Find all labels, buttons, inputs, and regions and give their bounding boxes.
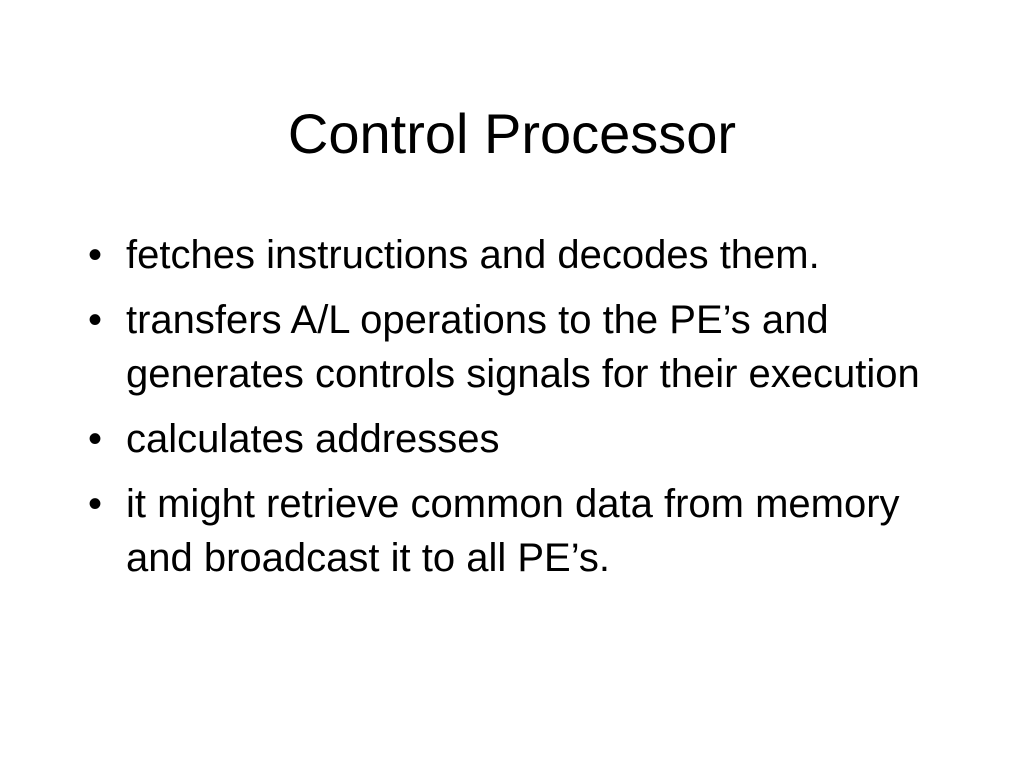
slide-title: Control Processor (287, 102, 737, 165)
bullet-list (88, 228, 948, 596)
bullet-item (88, 228, 948, 282)
bullet-text: fetches instructions and decodes them. (126, 233, 820, 277)
bullet-text: transfers A/L operations to the PE’s and generates controls signals for their execution (126, 298, 920, 396)
bullet-text: calculates addresses (126, 417, 500, 461)
bullet-item (88, 412, 948, 466)
bullet-dot-icon: • (88, 417, 103, 461)
bullet-dot-icon: • (88, 482, 103, 526)
bullet-item (88, 293, 948, 401)
bullet-text: it might retrieve common data from memory and broadcast it to all PE’s. (126, 482, 900, 580)
bullet-dot-icon: • (88, 233, 103, 277)
bullet-dot-icon: • (88, 298, 103, 342)
bullet-item (88, 477, 948, 585)
